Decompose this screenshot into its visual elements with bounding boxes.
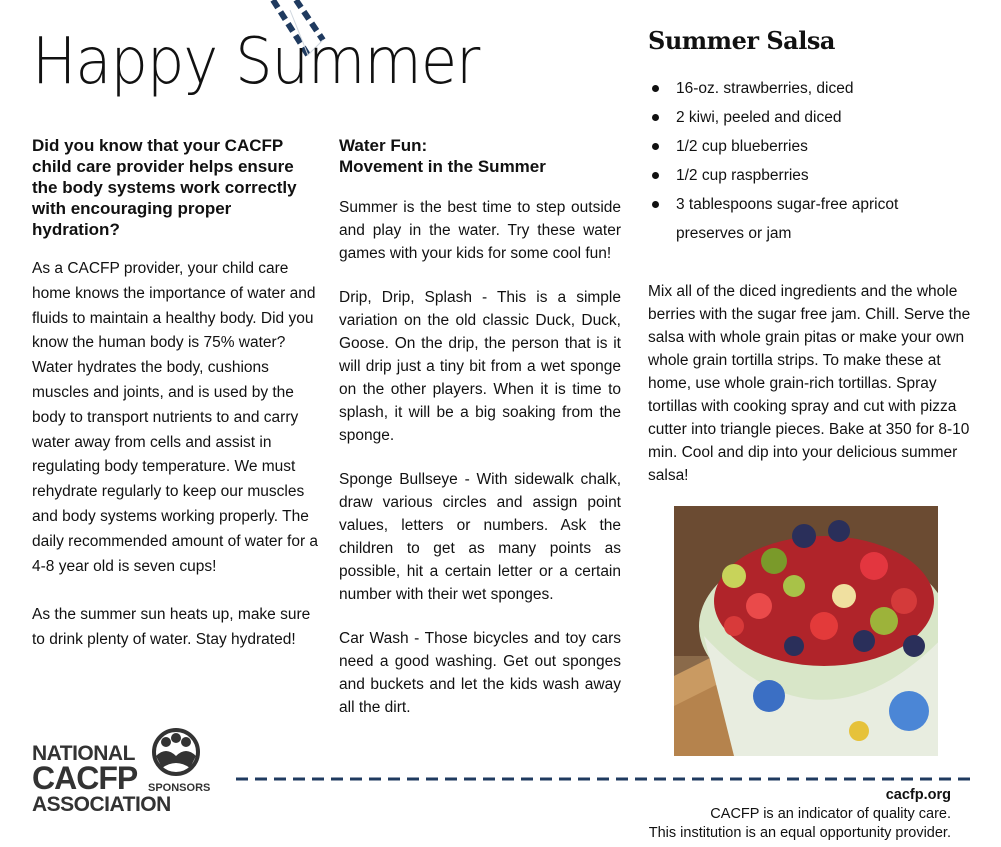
game-car-wash: Car Wash - Those bicycles and toy cars need a good washing. Get out sponges and buckets and let the kids wash away all the dirt. [339, 630, 621, 716]
logo-association: ASSOCIATION [32, 793, 171, 816]
hydration-column [32, 135, 320, 653]
footer-site-link[interactable]: cacfp.org [885, 787, 951, 803]
water-fun-column [339, 135, 621, 719]
recipe-column [648, 26, 973, 487]
ingredient-list [648, 74, 973, 248]
hydration-paragraph: As the summer sun heats up, make sure to drink plenty of water. Stay hydrated! [32, 606, 311, 649]
footer [649, 786, 951, 843]
footer-quality-statement: CACFP is an indicator of quality care. [710, 806, 951, 822]
water-fun-heading-line1: Water Fun: [339, 136, 428, 155]
logo-sponsors: SPONSORS [148, 782, 211, 794]
water-fun-paragraph: Summer is the best time to step outside and play in the water. Try these water games with your kids for some cool fun! [339, 199, 621, 262]
list-item: 16-oz. strawberries, diced [648, 74, 973, 103]
recipe-instructions: Mix all of the diced ingredients and the whole berries with the sugar free jam. Chill. Serve the salsa with whole grain pitas or make your own whole grain tortilla strips. To make these at home, use whole grain-rich tortillas. Spray tortillas with cooking spray and cut with pizza cutter into triangle pieces. Bake at 350 for 8-10 min. Cool and dip into your delicious summer salsa! [648, 283, 971, 484]
list-item: 2 kiwi, peeled and diced [648, 103, 973, 132]
list-item: 1/2 cup raspberries [648, 161, 973, 190]
water-fun-heading [339, 135, 621, 177]
game-drip-drip-splash: Drip, Drip, Splash - This is a simple variation on the old classic Duck, Duck, Goose. On the drip, the person that is it will drip just a tiny bit from a wet sponge on the other players. When it is time to splash, it will be a big soaking from the sponge. [339, 289, 621, 444]
people-emblem-icon [144, 728, 208, 776]
hydration-paragraph: As a CACFP provider, your child care home knows the importance of water and fluids to maintain a healthy body. Did you know the human body is 75% water? Water hydrates the body, cushions muscles and joints, and is used by the body to transport nutrients to and carry water away from cells and assist in regulating body temperature. We must rehydrate regularly to keep our muscles and body systems working properly. The daily recommended amount of water for a 4-8 year old is seven cups! [32, 260, 319, 575]
list-item: 3 tablespoons sugar-free apricot preserves or jam [648, 190, 973, 248]
water-fun-heading-line2: Movement in the Summer [339, 157, 546, 176]
logo-national: NATIONAL [32, 742, 135, 765]
hydration-heading: Did you know that your CACFP child care provider helps ensure the body systems work correctly with encouraging proper hydration? [32, 136, 297, 239]
game-sponge-bullseye: Sponge Bullseye - With sidewalk chalk, draw various circles and assign point values, letters or numbers. Ask the children to get as many points as possible, hit a certain letter or a certain number with their wet sponges. [339, 471, 621, 603]
recipe-title: Summer Salsa [648, 26, 835, 55]
logo-cacfp: CACFP [32, 760, 138, 796]
salsa-photo [674, 506, 938, 756]
dashed-divider [236, 777, 971, 781]
ncsa-logo [32, 732, 222, 822]
page-title: Happy Summer [32, 25, 480, 99]
footer-equal-opportunity-statement: This institution is an equal opportunity provider. [648, 825, 951, 841]
list-item: 1/2 cup blueberries [648, 132, 973, 161]
